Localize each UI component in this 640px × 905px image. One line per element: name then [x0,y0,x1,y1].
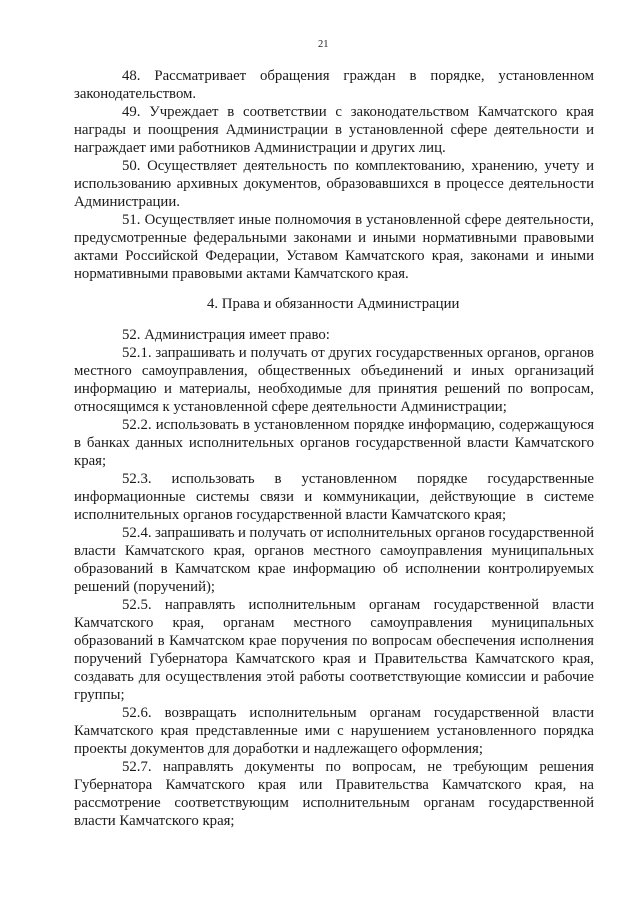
text-line: края; [74,453,107,469]
text-line: актами Российской Федерации, Уставом Камчатского края, законами и иными [74,248,594,264]
text-line: Администрации. [74,194,180,210]
text-line: информационные системы связи и коммуникации, действующие в системе [74,489,594,505]
text-line: Камчатского края представленные ими с нарушением установленного порядка [74,723,594,739]
text-line: 49. Учреждает в соответствии с законодательством Камчатского края [122,104,594,120]
text-line: Камчатского края, органам местного самоуправления муниципальных [74,615,594,631]
text-line: в банках данных исполнительных органов государственной власти Камчатского [74,435,594,451]
text-line: власти Камчатского края; [74,813,235,829]
text-line: местного самоуправления, общественных объединений и иных организаций [74,363,594,379]
text-line: 52. Администрация имеет право: [122,327,330,343]
text-line: относящимся к установленной сфере деятельности Администрации; [74,399,507,415]
text-line: предусмотренные федеральными законами и иными нормативными правовыми [74,230,594,246]
text-line: образований в Камчатском крае поручения по вопросам обеспечения исполнения [74,633,594,649]
text-line: проекты документов для доработки и надлежащего оформления; [74,741,483,757]
text-line: рассмотрение соответствующим исполнительным органам государственной [74,795,594,811]
page-number: 21 [318,39,329,50]
text-line: образований в Камчатском крае информацию об исполнении контролируемых [74,561,594,577]
text-line: создавать для осуществления этой работы соответствующие комиссии и рабочие [74,669,594,685]
text-line: 52.5. направлять исполнительным органам государственной власти [122,597,594,613]
text-line: использованию архивных документов, образовавшихся в процессе деятельности [74,176,594,192]
text-line: группы; [74,687,125,703]
text-line: решений (поручений); [74,579,216,595]
text-line: 52.4. запрашивать и получать от исполнительных органов государственной [122,525,594,541]
text-line: поручений Губернатора Камчатского края и Правительства Камчатского края, [74,651,594,667]
text-line: информацию и материалы, необходимые для принятия решений по вопросам, [74,381,594,397]
text-line: награждает ими работников Администрации и других лиц. [74,140,446,156]
text-line: законодательством. [74,86,197,102]
text-line: 52.3. использовать в установленном порядке государственные [122,471,594,487]
text-line: исполнительных органов государственной власти Камчатского края; [74,507,507,523]
text-line: 48. Рассматривает обращения граждан в порядке, установленном [122,68,594,84]
text-line: 52.2. использовать в установленном порядке информацию, содержащуюся [122,417,594,433]
text-line: Губернатора Камчатского края или Правительства Камчатского края, на [74,777,594,793]
text-line: 52.7. направлять документы по вопросам, не требующим решения [122,759,594,775]
section-heading: 4. Права и обязанности Администрации [207,296,460,312]
text-line: власти Камчатского края, органов местного самоуправления муниципальных [74,543,594,559]
text-line: 52.6. возвращать исполнительным органам государственной власти [122,705,594,721]
text-line: 51. Осуществляет иные полномочия в установленной сфере деятельности, [122,212,594,228]
text-line: награды и поощрения Администрации в установленной сфере деятельности и [74,122,594,138]
text-line: 50. Осуществляет деятельность по комплектованию, хранению, учету и [122,158,594,174]
text-line: нормативными правовыми актами Камчатского края. [74,266,409,282]
text-line: 52.1. запрашивать и получать от других государственных органов, органов [122,345,594,361]
